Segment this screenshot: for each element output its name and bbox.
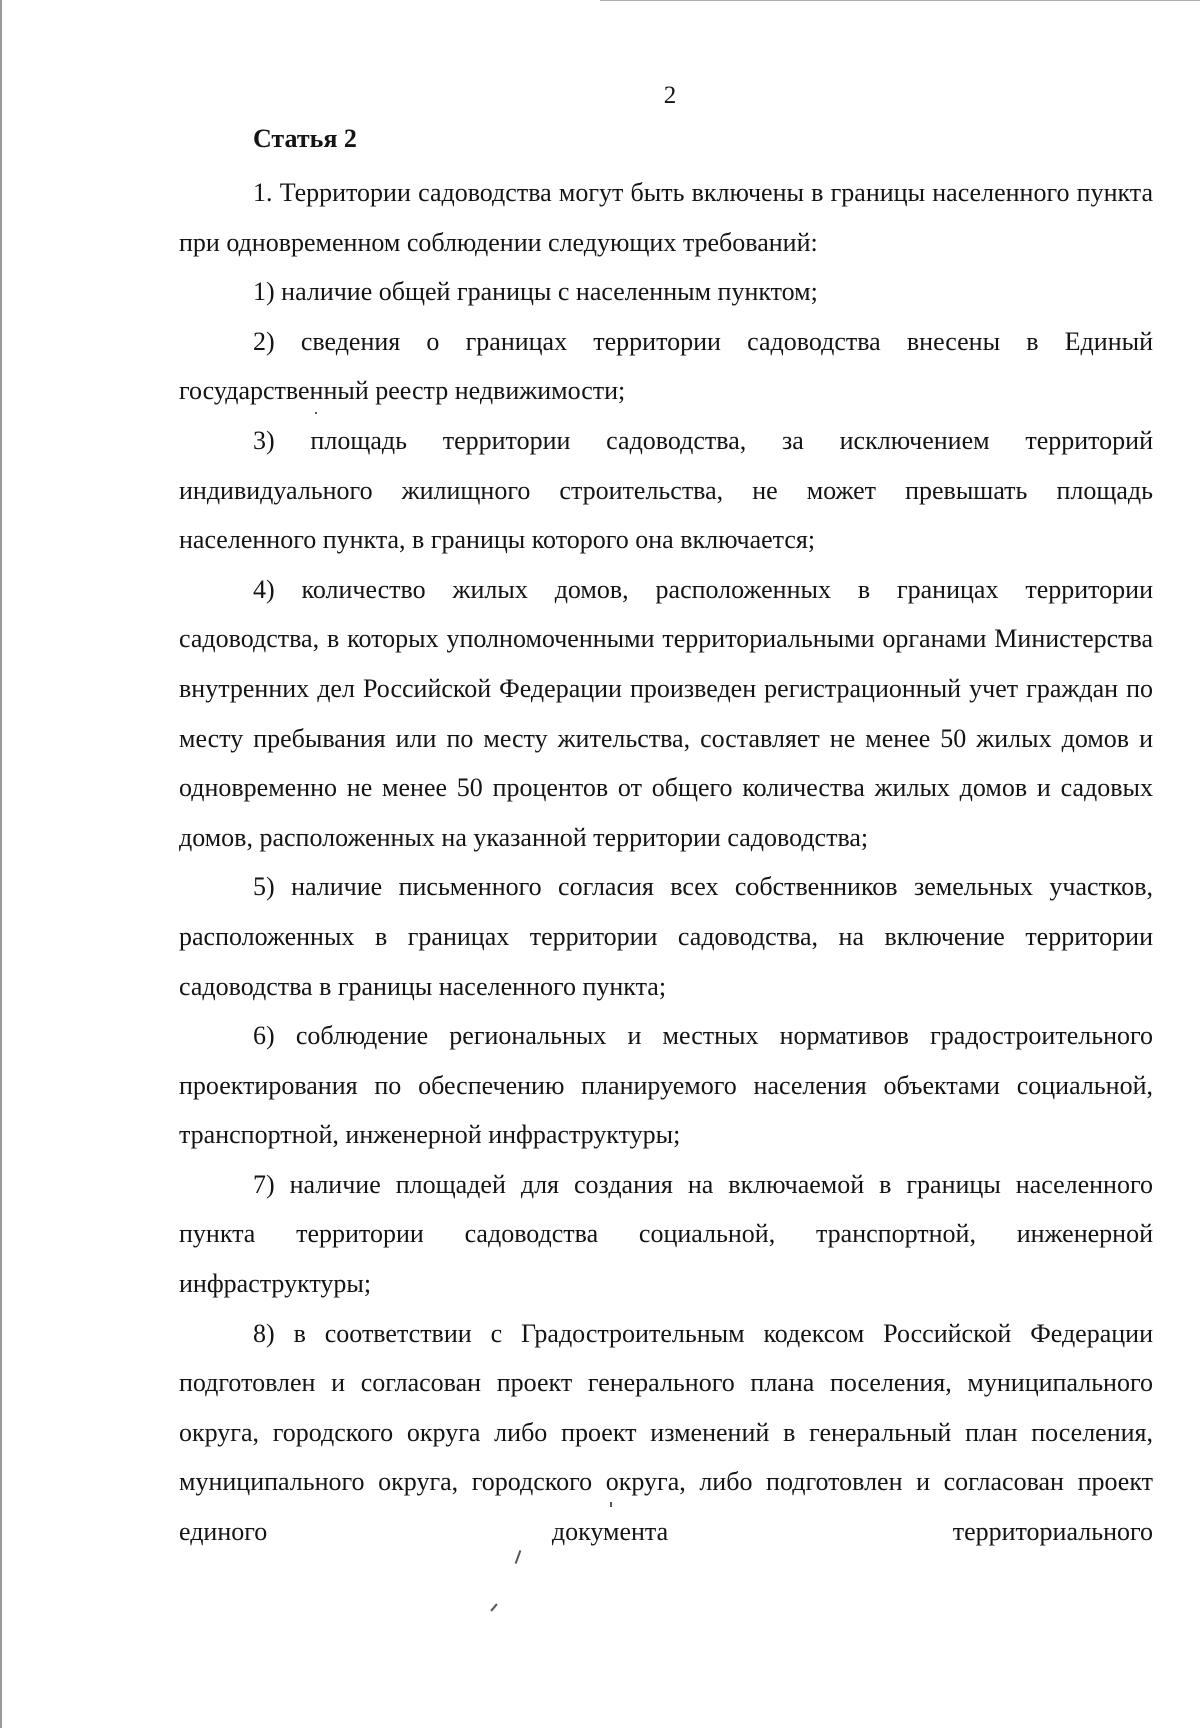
article-heading: Статья 2 (253, 124, 357, 153)
scan-top-edge (600, 0, 1200, 1)
paragraph-item-4: 4) количество жилых домов, расположенных в границах территории садоводства, в которых уполномоченными территориальными органами Министерства внутренних дел Российской Федерации произведен регистрационный учет граждан по месту пребывания или по месту жительства, составляет не менее 50 жилых домов и одновременно не менее 50 процентов от общего количества жилых домов и садовых домов, расположенных на указанной территории садоводства; (179, 574, 1153, 852)
paragraph-item-6: 6) соблюдение региональных и местных нормативов градостроительного проектирования по обеспечению планируемого населения объектами социальной, транспортной, инженерной инфраструктуры; (179, 1021, 1153, 1150)
scan-speck (490, 1603, 497, 1611)
paragraph-item-8: 8) в соответствии с Градостроительным кодексом Российской Федерации подготовлен и согласован проект генерального плана поселения, муниципального округа, городского округа либо проект изменений в генеральный план поселения, муниципального округа, городского округа, либо подготовлен и согласован проект единого документа территориального (179, 1318, 1153, 1547)
paragraph-item-2: 2) сведения о границах территории садоводства внесены в Единый государственный реестр недвижимости; (179, 326, 1153, 406)
paragraph-item-5: 5) наличие письменного согласия всех собственников земельных участков, расположенных в границах территории садоводства, на включение территории садоводства в границы населенного пункта; (179, 872, 1153, 1001)
scan-speck (315, 412, 317, 414)
paragraph-item-3: 3) площадь территории садоводства, за исключением территорий индивидуального жилищного строительства, не может превышать площадь населенного пункта, в границы которого она включается; (179, 425, 1153, 555)
scan-left-edge (0, 0, 2, 1728)
paragraph-item-7: 7) наличие площадей для создания на включаемой в границы населенного пункта территории садоводства социальной, транспортной, инженерной инфраструктуры; (179, 1169, 1153, 1299)
paragraph-1: 1. Территории садоводства могут быть включены в границы населенного пункта при одновременном соблюдении следующих требований: (179, 178, 1153, 257)
article-body (179, 168, 1153, 1557)
page-number: 2 (663, 82, 677, 109)
paragraph-item-1: 1) наличие общей границы с населенным пунктом; (253, 277, 818, 307)
scan-speck (610, 1502, 612, 1507)
